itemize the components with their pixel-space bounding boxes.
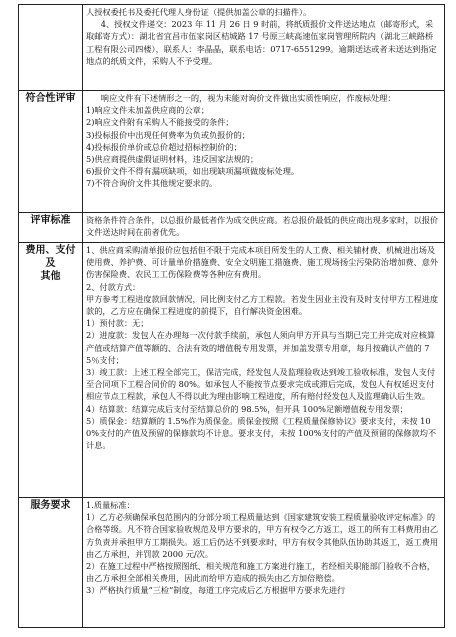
paragraph: 人授权委托书及委托代理人身份证（提供加盖公章的扫描件）。 (86, 7, 312, 17)
paragraph: 4、授权文件递交：2023 年 11 月 26 日 9 时前，将纸质报价文件送达地点（邮寄形式，采取邮寄方式）：湖北省宜昌市伍家岗区桔城路 17 号原三峡高速伍家岗管理所院内（湖北三峡路桥工程有限公司四楼），联系人：李晶晶，联系电话：0717-6551299。逾期送达或者未送达到指定地点的纸质文件，采购人不予受理。 (86, 19, 437, 66)
paragraph: 1.质量标准： (86, 500, 135, 510)
procurement-table (18, 4, 445, 628)
paragraph: 2、付款方式： (86, 281, 141, 292)
list-item: 6)报价文件不得有漏项缺项，如出现缺项漏项做废标处理。 (86, 166, 300, 177)
table-row-payment (19, 243, 445, 498)
empty-label-cell (19, 5, 83, 91)
list-item: 5)供应商提供虚假证明材料，违反国家法规的； (86, 154, 259, 165)
table-row-service (19, 498, 445, 628)
service-content (83, 498, 445, 628)
paragraph: 1、供应商采购清单报价应包括但不限于完成本项目所发生的人工费、相关辅材费、机械进出场及使用费、养护费、可计量单价措施费、安全文明施工措施费、施工现场扬尘污染防治增加费、意外伤害保险费、农民工工伤保险费等各种应有费用。 (86, 245, 439, 280)
list-item: 3)投标报价中出现任何费率为负或负报价的； (86, 129, 250, 140)
compliance-content (83, 91, 445, 213)
list-item: 2）在施工过程中严格按照图纸、相关规范和施工方案进行施工，若经相关职能部门验收不合格，由乙方承担全部相关费用，因此而给甲方造成的损失由乙方加倍赔偿。 (86, 561, 436, 584)
table-row-criteria (19, 213, 445, 243)
paragraph: 资格条件符合条件，以总报价最低者作为成交供应商。若总报价最低的供应商出现多家时，以报价文件送达时间在前者优先。 (86, 215, 439, 238)
label-payment-line2: 其他 (40, 271, 61, 282)
list-item: 3）竣工款：上述工程全部完工，保洁完成，经发包人及监理验收达到竣工验收标准，发包人支付至合同项下工程合同价的 80%。如承包人不能按节点要求完成或滞后完成，发包人有权延迟支付相应节点工程款，承包人不得以此为理由影响工程进度，所有赔付经发包人及监理确认后生效。 (86, 367, 436, 402)
label-payment (19, 243, 83, 498)
submission-content (83, 5, 445, 91)
list-item: 5）质保金：结算额的 1.5%作为质保金。质保金按照《工程质量保修协议》要求支付，未按 100%支付的产值及预留的保修款均不计息。要求支付，未按 100%支付的产值及预留的保修款均不计息。 (86, 415, 437, 451)
list-item: 2)响应文件附有采购人不能接受的条件； (86, 117, 234, 128)
list-item: 1）乙方必须确保承包范围内的分部分项工程质量达到《国家建筑安装工程质量验收评定标准》的合格等级。凡不符合国家验收规范及甲方要求的，甲方有权令乙方返工，返工的所有工料费用由乙方负责并承担甲方工期损失。返工后仍达不到要求时，甲方有权令其他队伍协助其返工，返工费用由乙方承担，并罚款 2000 元/次。 (86, 512, 439, 559)
list-item: 4）结算款：结算完成后支付至结算总价的 98.5%，但开具 100%足额增值税专用发票； (86, 403, 408, 414)
label-criteria: 评审标准 (19, 213, 83, 243)
table-row-submission (19, 5, 445, 91)
label-compliance: 符合性评审 (19, 91, 83, 213)
list-item: 2）进度款：发包人在办理每一次付款手续前，承包人须向甲方开具与当期已完工并完成对应核算产值或结算产值等额的、合法有效的增值税专用发票，并加盖发票专用章，每月按确认产值的 75％支付； (86, 330, 436, 365)
paragraph: 甲方参考工程进度款回款情况，同比例支付乙方工程款。若发生因业主没有及时支付甲方工程进度款的，乙方应在确保工程进度的前提下，自行解决资金困难。 (86, 293, 439, 317)
label-payment-line1: 费用、支付及 (25, 245, 76, 269)
criteria-content (83, 213, 445, 243)
list-item: 1）预付款：无； (86, 318, 149, 329)
list-item: 4)投标报价单价或总价超过招标控制价的； (86, 141, 242, 152)
list-item: 7)不符合询价文件其他规定要求的。 (86, 178, 218, 189)
list-item: 3）严格执行质量“三检”制度，每道工序完成后乙方根据甲方要求先进行 (86, 585, 346, 596)
payment-content (83, 243, 445, 498)
table-row-compliance (19, 91, 445, 213)
list-item: 1)响应文件未加盖供应商的公章； (86, 105, 210, 116)
label-service: 服务要求 (19, 498, 83, 628)
paragraph: 响应文件有下述情形之一的，视为未能对询价文件做出实质性响应，作废标处理： (100, 93, 396, 103)
